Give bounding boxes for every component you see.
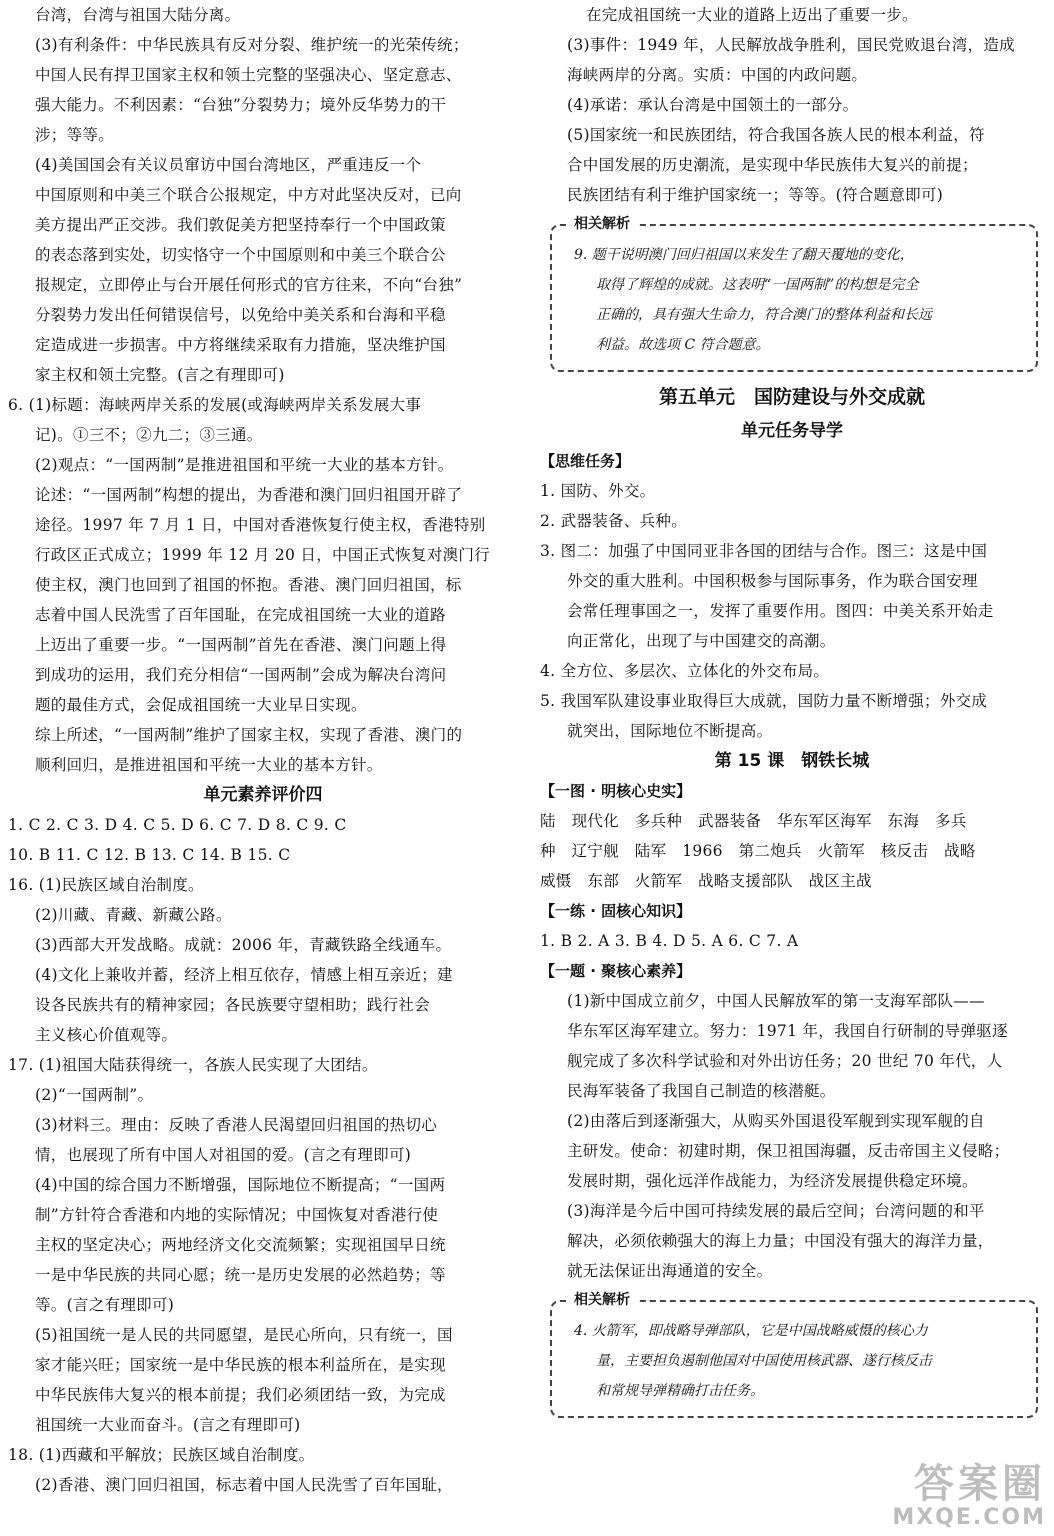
answer-line: (3)材料三。理由：反映了香港人民渴望回归祖国的热切心 bbox=[35, 1116, 438, 1134]
keyword-line: 种 辽宁舰 陆军 1966 第二炮兵 火箭军 核反击 战略 bbox=[540, 842, 976, 860]
thinking-task-tag: 【思维任务】 bbox=[540, 452, 631, 470]
answer-line: (2)“一国两制”。 bbox=[35, 1086, 154, 1104]
left-column bbox=[8, 0, 518, 1500]
answer-line: 综上所述，“一国两制”维护了国家主权，实现了香港、澳门的 bbox=[35, 726, 463, 744]
answer-line: 的表态落到实处，切实恪守一个中国原则和中美三个联合公 bbox=[35, 246, 446, 264]
answer-line: 中国人民有捍卫国家主权和领土完整的坚强决心、坚定意志、 bbox=[35, 66, 462, 84]
analysis-line: 和常规导弹精确打击任务。 bbox=[596, 1383, 764, 1399]
answer-line: 主权的坚定决心；两地经济文化交流频繁；实现祖国早日统 bbox=[35, 1236, 446, 1254]
analysis-line: 取得了辉煌的成就。这表明“一国两制”的构想是完全 bbox=[596, 277, 919, 293]
answer-line: 祖国统一大业而奋斗。(言之有理即可) bbox=[35, 1416, 301, 1434]
analysis-box-1 bbox=[550, 216, 1038, 372]
answer-line: 民海军装备了我国自己制造的核潜艇。 bbox=[567, 1082, 836, 1100]
answer-line: 华东军区海军建立。努力：1971 年，我国自行研制的导弹驱逐 bbox=[567, 1022, 1008, 1040]
answer-line: 发展时期，强化远洋作战能力，为经济发展提供稳定环境。 bbox=[567, 1172, 978, 1190]
answer-line: 18. (1)西藏和平解放；民族区域自治制度。 bbox=[8, 1446, 315, 1464]
answer-line: 解决，必须依赖强大的海上力量；中国没有强大的海洋力量， bbox=[567, 1232, 994, 1250]
answer-line: 主义核心价值观等。 bbox=[35, 1026, 178, 1044]
answer-line: 美方提出严正交涉。我们敦促美方把坚持奉行一个中国政策 bbox=[35, 216, 446, 234]
answer-line: 5. 我国军队建设事业取得巨大成就，国防力量不断增强；外交成 bbox=[540, 692, 988, 710]
answer-line: (3)海洋是今后中国可持续发展的最后空间；台湾问题的和平 bbox=[567, 1202, 985, 1220]
answer-line: 等。(言之有理即可) bbox=[35, 1296, 175, 1314]
keyword-answers bbox=[540, 806, 1044, 896]
answer-line: (3)西部大开发战略。成就：2006 年，青藏铁路全线通车。 bbox=[35, 936, 452, 954]
answer-line: 民族团结有利于维护国家统一；等等。(符合题意即可) bbox=[567, 186, 944, 204]
answer-line: 海峡两岸的分离。实质：中国的内政问题。 bbox=[567, 66, 868, 84]
analysis-line: 量，主要担负遏制他国对中国使用核武器、遂行核反击 bbox=[596, 1353, 932, 1369]
answer-line: (2)由落后到逐渐强大，从购买外国退役军舰到实现军舰的自 bbox=[567, 1112, 985, 1130]
answer-line: 在完成祖国统一大业的道路上迈出了重要一步。 bbox=[586, 6, 918, 24]
answer-line: 17. (1)祖国大陆获得统一，各族人民实现了大团结。 bbox=[8, 1056, 378, 1074]
keyword-line: 威慑 东部 火箭军 战略支援部队 战区主战 bbox=[540, 872, 872, 890]
keyword-line: 陆 现代化 多兵种 武器装备 华东军区海军 东海 多兵 bbox=[540, 812, 967, 830]
answer-line: 一是中华民族的共同心愿；统一是历史发展的必然趋势；等 bbox=[35, 1266, 446, 1284]
answer-line: 定造成进一步损害。中方将继续采取有力措施，坚决维护国 bbox=[35, 336, 446, 354]
answer-line: 志着中国人民洗雪了百年国耻，在完成祖国统一大业的道路 bbox=[35, 606, 446, 624]
answer-line: (5)国家统一和民族团结，符合我国各族人民的根本利益，符 bbox=[567, 126, 985, 144]
answer-line: 行政区正式成立；1999 年 12 月 20 日，中国正式恢复对澳门行 bbox=[35, 546, 491, 564]
answer-line: 就无法保证出海通道的安全。 bbox=[567, 1262, 773, 1280]
analysis-box-title: 相关解析 bbox=[568, 215, 636, 233]
analysis-box-title: 相关解析 bbox=[568, 1291, 636, 1309]
answer-line: 记)。①三不；②九二；③三通。 bbox=[35, 426, 263, 444]
answer-line: 途径。1997 年 7 月 1 日，中国对香港恢复行使主权，香港特别 bbox=[35, 516, 486, 534]
answer-line: 涉；等等。 bbox=[35, 126, 115, 144]
answer-line: 论述：“一国两制”构想的提出，为香港和澳门回归祖国开辟了 bbox=[35, 486, 463, 504]
answer-line: 台湾，台湾与祖国大陆分离。 bbox=[35, 6, 241, 24]
answer-line: 1. 国防、外交。 bbox=[540, 482, 656, 500]
answer-line: 2. 武器装备、兵种。 bbox=[540, 512, 688, 530]
answer-line: (2)香港、澳门回归祖国，标志着中国人民洗雪了百年国耻， bbox=[35, 1476, 453, 1494]
answer-line: (1)新中国成立前夕，中国人民解放军的第一支海军部队—— bbox=[567, 992, 985, 1010]
answer-line: 家主权和领土完整。(言之有理即可) bbox=[35, 366, 285, 384]
answer-line: 上迈出了重要一步。“一国两制”首先在香港、澳门问题上得 bbox=[35, 636, 447, 654]
right-top-answers bbox=[540, 0, 1044, 210]
answer-line: 题的最佳方式，会促成祖国统一大业早日实现。 bbox=[35, 696, 367, 714]
answer-line: 16. (1)民族区域自治制度。 bbox=[8, 876, 204, 894]
answer-line: (5)祖国统一是人民的共同愿望，是民心所向，只有统一，国 bbox=[35, 1326, 453, 1344]
unit-title: 第五单元 国防建设与外交成就 bbox=[658, 386, 925, 408]
answer-line: 制”方针符合香港和内地的实际情况；中国恢复对香港行使 bbox=[35, 1206, 439, 1224]
answer-line: 舰完成了多次科学试验和对外出访任务；20 世纪 70 年代，人 bbox=[567, 1052, 1003, 1070]
answer-line: (3)有利条件：中华民族具有反对分裂、维护统一的光荣传统； bbox=[35, 36, 469, 54]
answer-line: (4)承诺：承认台湾是中国领土的一部分。 bbox=[567, 96, 859, 114]
watermark-logo-text: 答案圈 bbox=[914, 1461, 1046, 1507]
answer-line: 到成功的运用，我们充分相信“一国两制”会成为解决台湾问 bbox=[35, 666, 447, 684]
answer-line: 合中国发展的历史潮流，是实现中华民族伟大复兴的前提； bbox=[567, 156, 978, 174]
literacy-answers bbox=[540, 986, 1044, 1286]
answer-line: 设各民族共有的精神家园；各民族要守望相助；践行社会 bbox=[35, 996, 431, 1014]
answer-line: 外交的重大胜利。中国积极参与国际事务，作为联合国安理 bbox=[567, 572, 978, 590]
answer-line: 使主权，澳门也回到了祖国的怀抱。香港、澳门回归祖国，标 bbox=[35, 576, 462, 594]
core-facts-tag: 【一图 · 明核心史实】 bbox=[540, 782, 692, 800]
answer-line: (2)川藏、青藏、新藏公路。 bbox=[35, 906, 232, 924]
answer-line: 主研发。使命：初建时期，保卫祖国海疆，反击帝国主义侵略； bbox=[567, 1142, 1010, 1160]
watermark-url: MXQE.COM bbox=[892, 1505, 1046, 1530]
section-heading: 单元素养评价四 bbox=[203, 785, 323, 805]
answer-line: 1. C 2. C 3. D 4. C 5. D 6. C 7. D 8. C 9. C bbox=[8, 816, 347, 834]
answer-line: 中华民族伟大复兴的根本前提；我们必须团结一致，为完成 bbox=[35, 1386, 446, 1404]
answer-line: (3)事件：1949 年，人民解放战争胜利，国民党败退台湾，造成 bbox=[567, 36, 1015, 54]
multiple-choice-answers: 1. B 2. A 3. B 4. D 5. A 6. C 7. A bbox=[540, 932, 799, 950]
analysis-line: 正确的，具有强大生命力，符合澳门的整体利益和长远 bbox=[596, 307, 932, 323]
answer-line: 报规定，立即停止与台开展任何形式的官方往来，不向“台独” bbox=[35, 276, 463, 294]
core-literacy-tag: 【一题 · 聚核心素养】 bbox=[540, 962, 692, 980]
answer-line: 中国原则和中美三个联合公报规定，中方对此坚决反对，已向 bbox=[35, 186, 462, 204]
answer-line: 4. 全方位、多层次、立体化的外交布局。 bbox=[540, 662, 830, 680]
answer-line: 6. (1)标题：海峡两岸关系的发展(或海峡两岸关系发展大事 bbox=[8, 396, 422, 414]
answer-line: 情，也展现了所有中国人对祖国的爱。(言之有理即可) bbox=[35, 1146, 412, 1164]
analysis-box-2 bbox=[550, 1292, 1038, 1418]
answer-line: 会常任理事国之一，发挥了重要作用。图四：中美关系开始走 bbox=[567, 602, 994, 620]
answer-line: (2)观点：“一国两制”是推进祖国和平统一大业的基本方针。 bbox=[35, 456, 454, 474]
analysis-line: 4. 火箭军，即战略导弹部队，它是中国战略威慑的核心力 bbox=[574, 1323, 928, 1339]
answer-line: 分裂势力发出任何错误信号，以免给中美关系和台海和平稳 bbox=[35, 306, 446, 324]
thinking-task-answers bbox=[540, 476, 1044, 746]
answer-line: (4)文化上兼收并蓄，经济上相互依存，情感上相互亲近；建 bbox=[35, 966, 453, 984]
right-column bbox=[540, 0, 1044, 1426]
core-knowledge-tag: 【一练 · 固核心知识】 bbox=[540, 902, 692, 920]
analysis-line: 9. 题干说明澳门回归祖国以来发生了翻天覆地的变化， bbox=[574, 247, 914, 263]
answer-line: 强大能力。不利因素：“台独”分裂势力；境外反华势力的干 bbox=[35, 96, 447, 114]
answer-line: 顺利回归，是推进祖国和平统一大业的基本方针。 bbox=[35, 756, 383, 774]
answer-line: 3. 图二：加强了中国同亚非各国的团结与合作。图三：这是中国 bbox=[540, 542, 988, 560]
section-heading: 单元任务导学 bbox=[741, 421, 843, 441]
answer-line: 就突出，国际地位不断提高。 bbox=[567, 722, 773, 740]
answer-line: (4)美国国会有关议员窜访中国台湾地区，严重违反一个 bbox=[35, 156, 422, 174]
lesson-title: 第 15 课 钢铁长城 bbox=[714, 751, 870, 771]
answer-line: 向正常化，出现了与中国建交的高潮。 bbox=[567, 632, 836, 650]
watermark bbox=[892, 1462, 1046, 1530]
answer-line: (4)中国的综合国力不断增强，国际地位不断提高；“一国两 bbox=[35, 1176, 446, 1194]
answer-line: 10. B 11. C 12. B 13. C 14. B 15. C bbox=[8, 846, 291, 864]
answer-line: 家才能兴旺；国家统一是中华民族的根本利益所在，是实现 bbox=[35, 1356, 446, 1374]
analysis-line: 利益。故选项 C 符合题意。 bbox=[596, 337, 770, 353]
